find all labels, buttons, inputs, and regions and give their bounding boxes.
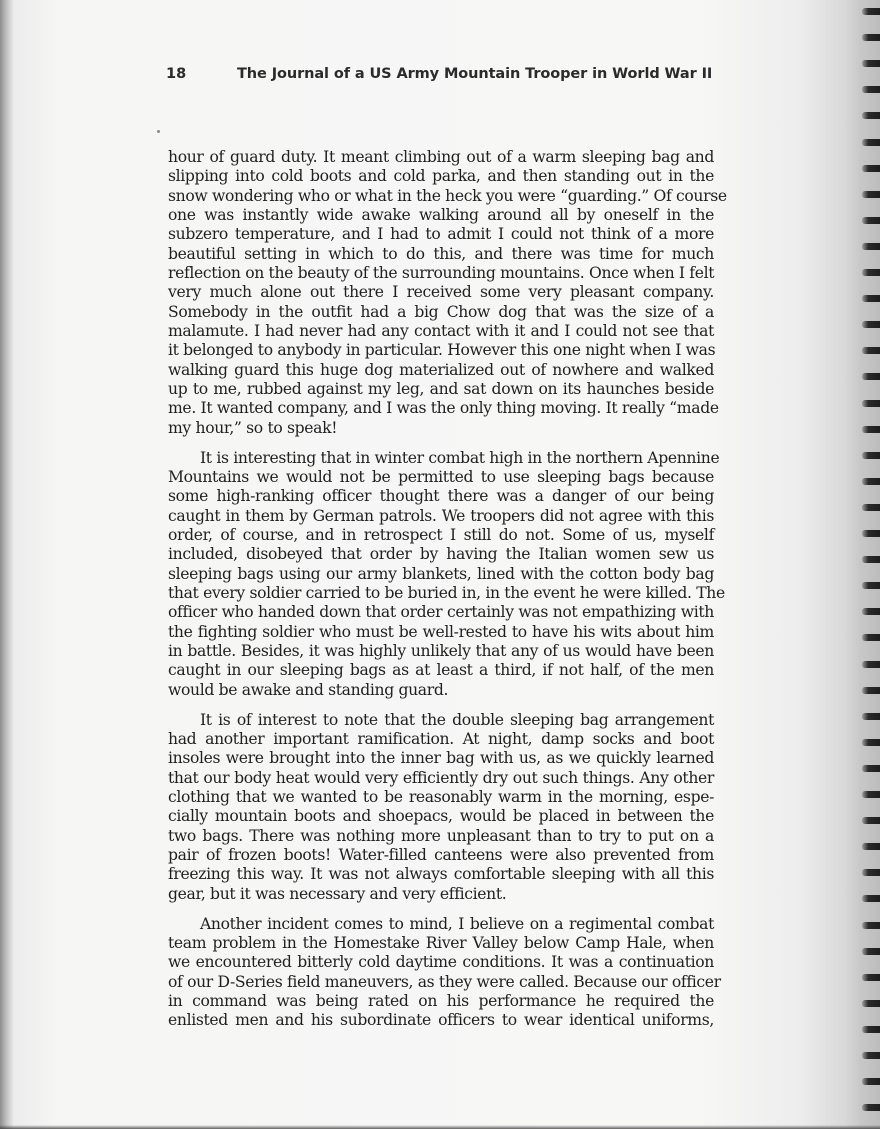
text-line: sleeping bags using our army blankets, lined with the cotton body bag	[168, 564, 714, 583]
spiral-coil	[862, 843, 880, 850]
spiral-coil	[862, 948, 880, 955]
spiral-coil	[862, 739, 880, 746]
spiral-coil	[862, 112, 880, 119]
spiral-coil	[862, 1000, 880, 1007]
text-line: order, of course, and in retrospect I still do not. Some of us, myself	[168, 526, 714, 545]
spiral-coil	[862, 869, 880, 876]
spiral-coil	[862, 556, 880, 563]
spiral-coil	[862, 1026, 880, 1033]
text-line: enlisted men and his subordinate officers to wear identical uniforms,	[168, 1011, 714, 1030]
spiral-coil	[862, 582, 880, 589]
text-line: caught in them by German patrols. We troopers did not agree with this	[168, 506, 714, 525]
text-line: It is interesting that in winter combat high in the northern Apennine	[200, 448, 720, 467]
running-header	[166, 66, 726, 90]
text-line: in battle. Besides, it was highly unlikely that any of us would have been	[168, 642, 714, 661]
spiral-coil	[862, 713, 880, 720]
spiral-coil	[862, 295, 880, 302]
text-line: Another incident comes to mind, I believe on a regimental combat	[200, 914, 714, 933]
spiral-coil	[862, 347, 880, 354]
text-line: malamute. I had never had any contact with it and I could not see that	[168, 322, 714, 341]
spiral-coil	[862, 504, 880, 511]
text-line: subzero temperature, and I had to admit I could not think of a more	[168, 225, 714, 244]
spiral-coil	[862, 817, 880, 824]
text-line: two bags. There was nothing more unpleasant than to try to put on a	[168, 826, 714, 845]
spiral-coil	[862, 452, 880, 459]
spiral-coil	[862, 687, 880, 694]
text-line: that our body heat would very efficiently dry out such things. Any other	[168, 768, 714, 787]
spiral-coil	[862, 191, 880, 198]
text-line: very much alone out there I received some very pleasant company.	[168, 283, 714, 302]
text-line: It is of interest to note that the double sleeping bag arrangement	[200, 710, 714, 729]
text-line: cially mountain boots and shoepacs, would be placed in between the	[168, 807, 714, 826]
spiral-binding	[858, 0, 880, 1129]
running-title: The Journal of a US Army Mountain Trooper in World War II	[237, 66, 713, 82]
spiral-coil	[862, 243, 880, 250]
paragraph	[168, 914, 721, 1031]
page-number: 18	[166, 66, 187, 82]
spiral-coil	[862, 426, 880, 433]
text-line: that every soldier carried to be buried in, in the event he were killed. The	[168, 584, 725, 603]
spiral-coil	[862, 86, 880, 93]
spiral-coil	[862, 478, 880, 485]
spiral-coil	[862, 373, 880, 380]
text-line: insoles were brought into the inner bag with us, as we quickly learned	[168, 749, 714, 768]
spiral-coil	[862, 974, 880, 981]
spiral-coil	[862, 922, 880, 929]
text-line: included, disobeyed that order by having the Italian women sew us	[168, 545, 714, 564]
paragraph	[168, 448, 725, 700]
spiral-coil	[862, 400, 880, 407]
spiral-coil	[862, 217, 880, 224]
spiral-coil	[862, 1104, 880, 1111]
spiral-coil	[862, 765, 880, 772]
text-line: hour of guard duty. It meant climbing out of a warm sleeping bag and	[168, 148, 714, 166]
text-line: me. It wanted company, and I was the only thing moving. It really “made	[168, 399, 719, 418]
spiral-coil	[862, 34, 880, 41]
text-line: caught in our sleeping bags as at least a third, if not half, of the men	[168, 661, 714, 680]
spiral-coil	[862, 165, 880, 172]
text-line: we encountered bitterly cold daytime conditions. It was a continuation	[168, 953, 714, 972]
text-line: one was instantly wide awake walking around all by oneself in the	[168, 206, 714, 225]
page-bottom-edge	[0, 1125, 880, 1129]
spiral-coil	[862, 661, 880, 668]
spiral-coil	[862, 634, 880, 641]
text-line: of our D-Series field maneuvers, as they were called. Because our officer	[168, 972, 721, 991]
spiral-coil	[862, 1078, 880, 1085]
spiral-coil	[862, 791, 880, 798]
paragraph	[168, 711, 714, 904]
spiral-coil	[862, 895, 880, 902]
text-line: beautiful setting in which to do this, and there was time for much	[168, 244, 714, 263]
text-line: would be awake and standing guard.	[168, 680, 449, 699]
text-line: freezing this way. It was not always comfortable sleeping with all this	[168, 865, 714, 884]
spiral-coil	[862, 60, 880, 67]
scan-speck	[157, 130, 160, 133]
text-line: snow wondering who or what in the heck you were “guarding.” Of course	[168, 186, 727, 205]
text-line: walking guard this huge dog materialized out of nowhere and walked	[168, 360, 714, 379]
text-line: my hour,” so to speak!	[168, 418, 338, 437]
spiral-coil	[862, 321, 880, 328]
spiral-coil	[862, 530, 880, 537]
spiral-coil	[862, 608, 880, 615]
text-line: the fighting soldier who must be well-rested to have his wits about him	[168, 622, 714, 641]
text-line: it belonged to anybody in particular. However this one night when I was	[168, 341, 716, 360]
text-line: Mountains we would not be permitted to use sleeping bags because	[168, 468, 714, 486]
text-line: had another important ramification. At night, damp socks and boot	[168, 729, 714, 748]
text-line: clothing that we wanted to be reasonably warm in the morning, espe-	[168, 788, 714, 806]
body-text	[168, 148, 727, 1041]
text-line: pair of frozen boots! Water-filled canteens were also prevented from	[168, 846, 714, 865]
spiral-coil	[862, 8, 880, 15]
text-line: Somebody in the outfit had a big Chow dog that was the size of a	[168, 302, 714, 321]
text-line: gear, but it was necessary and very efficient.	[168, 884, 507, 903]
spiral-coil	[862, 1052, 880, 1059]
text-line: reflection on the beauty of the surrounding mountains. Once when I felt	[168, 264, 715, 283]
spiral-coil	[862, 269, 880, 276]
text-line: in command was being rated on his performance he required the	[168, 991, 714, 1010]
text-line: up to me, rubbed against my leg, and sat down on its haunches beside	[168, 380, 714, 399]
text-line: some high-ranking officer thought there was a danger of our being	[168, 487, 714, 506]
spiral-coil	[862, 139, 880, 146]
paragraph	[168, 148, 727, 438]
text-line: team problem in the Homestake River Valley below Camp Hale, when	[168, 933, 714, 952]
text-line: slipping into cold boots and cold parka, and then standing out in the	[168, 167, 714, 186]
text-line: officer who handed down that order certainly was not empathizing with	[168, 603, 714, 622]
